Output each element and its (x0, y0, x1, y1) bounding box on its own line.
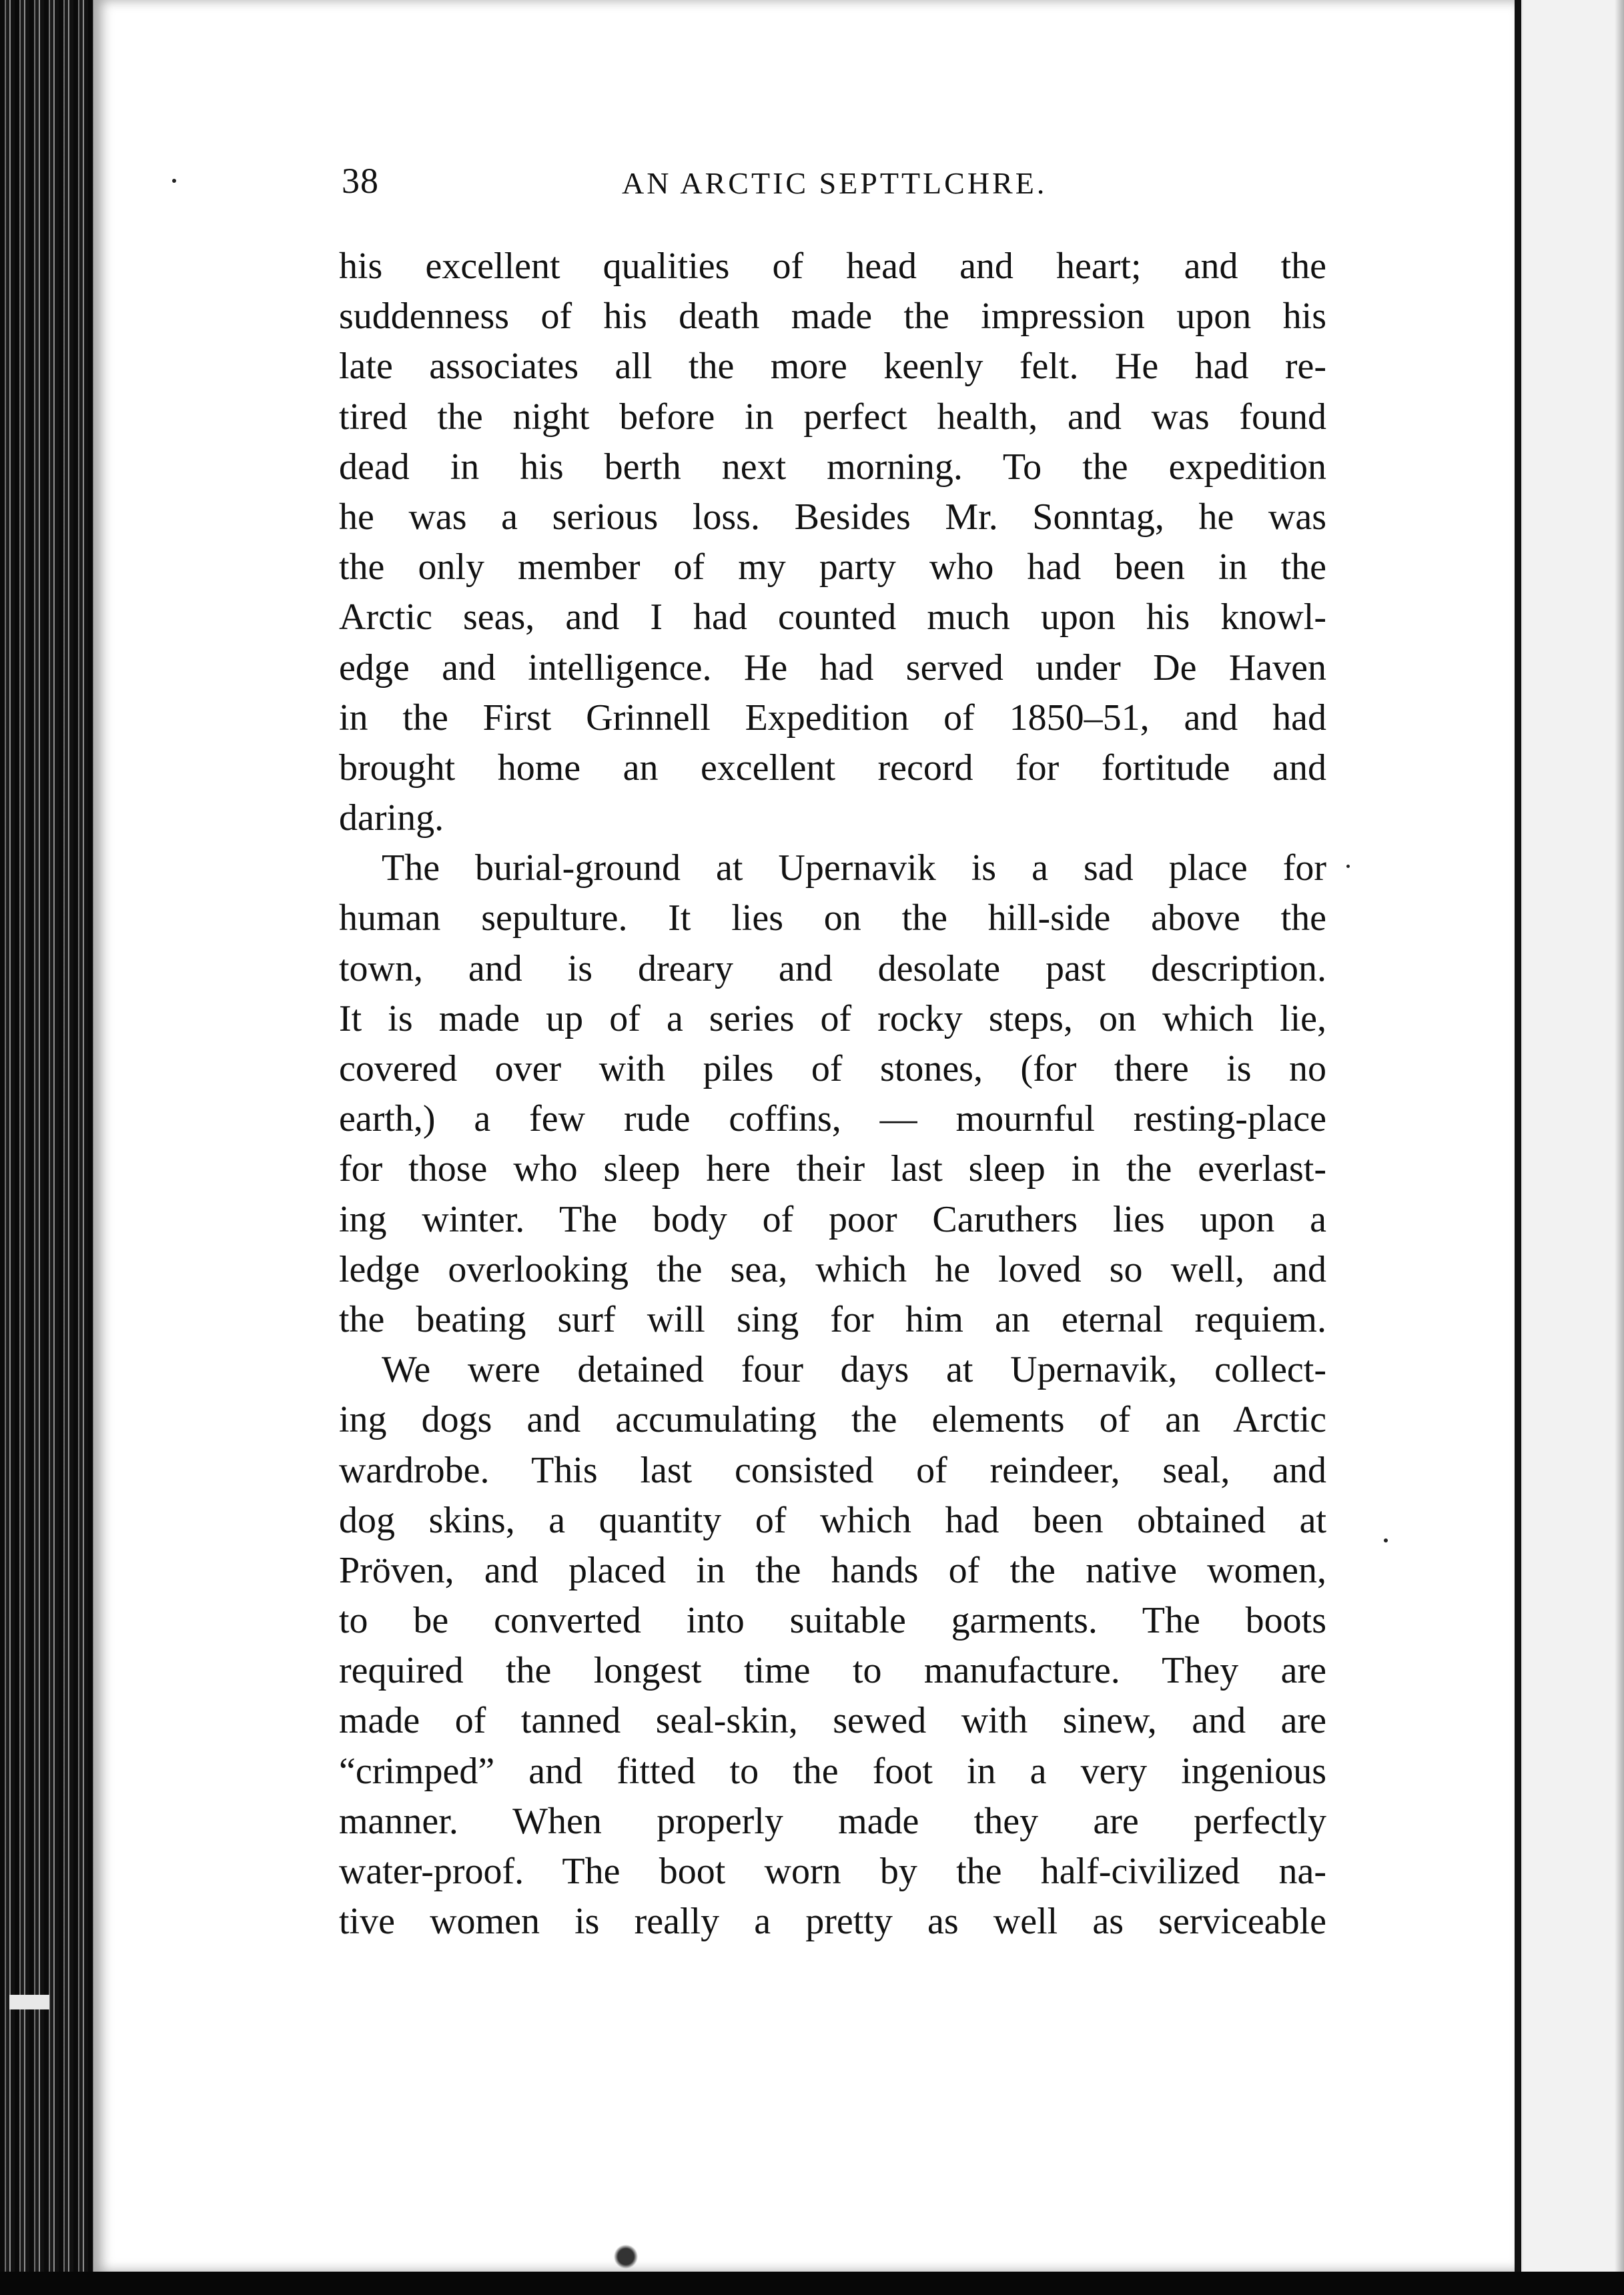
scan-speck (172, 179, 176, 183)
text-line: It is made up of a series of rocky steps, on which lie, (339, 997, 1326, 1039)
text-line: required the longest time to manufacture. They are (339, 1650, 1326, 1692)
page-tab-marker (9, 1995, 49, 2009)
text-line: tive women is really a pretty as well as serviceable (339, 1901, 1326, 1943)
text-line: brought home an excellent record for fortitude and (339, 747, 1326, 789)
text-line: ledge overlooking the sea, which he loved so well, and (339, 1248, 1326, 1290)
text-line: Arctic seas, and I had counted much upon his knowl- (339, 596, 1326, 638)
text-line: suddenness of his death made the impression upon his (339, 296, 1326, 338)
text-line: dead in his berth next morning. To the expedition (339, 446, 1326, 488)
paragraph-start-line: The burial-ground at Upernavik is a sad place for (382, 847, 1326, 889)
binding-mark (613, 2242, 639, 2272)
scan-speck (1384, 1538, 1388, 1542)
text-line: made of tanned seal-skin, sewed with sinew, and are (339, 1700, 1326, 1742)
paragraph-start-line: We were detained four days at Upernavik, collect- (382, 1349, 1326, 1391)
page-number: 38 (342, 161, 379, 201)
scan-speck (1346, 865, 1350, 868)
text-line: manner. When properly made they are perfectly (339, 1800, 1326, 1842)
text-line: the only member of my party who had been in the (339, 546, 1326, 588)
right-edge-rule (1515, 0, 1521, 2295)
text-line: the beating surf will sing for him an eternal requiem. (339, 1298, 1326, 1340)
running-title: AN ARCTIC SEPTTLCHRE. (622, 166, 1048, 200)
running-head (342, 160, 1329, 207)
text-line: wardrobe. This last consisted of reindeer, seal, and (339, 1449, 1326, 1491)
text-line: town, and is dreary and desolate past description. (339, 947, 1326, 989)
text-line: human sepulture. It lies on the hill-side above the (339, 897, 1326, 939)
text-line: water-proof. The boot worn by the half-civilized na- (339, 1851, 1326, 1892)
text-line: for those who sleep here their last sleep in the everlast- (339, 1148, 1326, 1190)
body-text (339, 242, 1326, 1947)
text-line: earth,) a few rude coffins, — mournful resting-place (339, 1098, 1326, 1140)
text-line: tired the night before in perfect health, and was found (339, 396, 1326, 438)
text-line: edge and intelligence. He had served under De Haven (339, 646, 1326, 688)
right-page-edge (1515, 0, 1624, 2295)
text-line: ing winter. The body of poor Caruthers lies upon a (339, 1198, 1326, 1240)
text-line: covered over with piles of stones, (for there is no (339, 1048, 1326, 1089)
text-line: late associates all the more keenly felt. He had re- (339, 346, 1326, 388)
text-line: ing dogs and accumulating the elements of an Arctic (339, 1399, 1326, 1441)
text-line: Pröven, and placed in the hands of the native women, (339, 1549, 1326, 1591)
text-line: he was a serious loss. Besides Mr. Sonntag, he was (339, 496, 1326, 538)
text-line: his excellent qualities of head and heart; and the (339, 246, 1326, 287)
book-edge-stack (0, 0, 100, 2295)
text-line: “crimped” and fitted to the foot in a very ingenious (339, 1750, 1326, 1792)
text-line: dog skins, a quantity of which had been obtained at (339, 1499, 1326, 1541)
bottom-scan-border (0, 2272, 1624, 2295)
text-line: in the First Grinnell Expedition of 1850–51, and had (339, 697, 1326, 739)
text-line: daring. (339, 797, 444, 839)
text-line: to be converted into suitable garments. The boots (339, 1600, 1326, 1642)
